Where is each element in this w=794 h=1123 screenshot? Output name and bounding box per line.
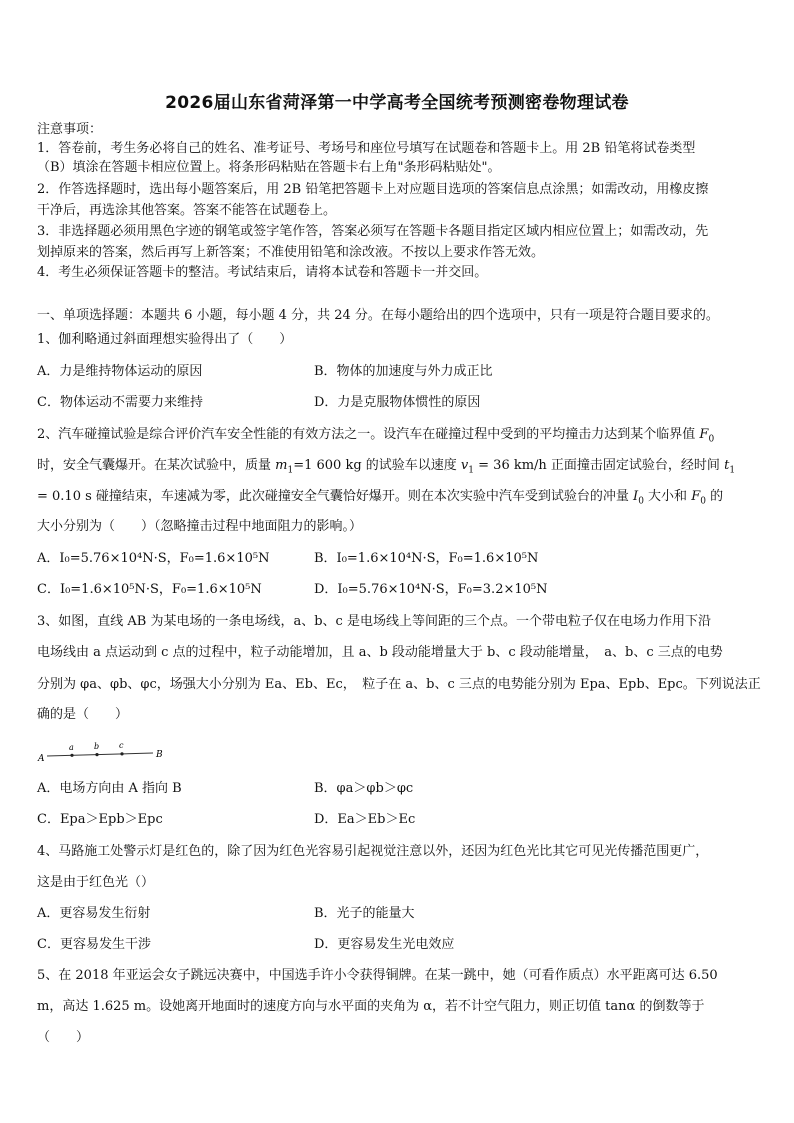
q1-option-a: A．力是维持物体运动的原因	[37, 364, 203, 379]
q2-f0-subscript: 0	[708, 434, 715, 445]
electric-field-line-figure	[37, 740, 167, 766]
point-a-dot	[70, 754, 73, 757]
notice-item-4: 4．考生必须保证答题卡的整洁。考试结束后，请将本试卷和答题卡一并交回。	[37, 265, 488, 280]
q2-i0-subscript: 0	[638, 496, 644, 507]
q2-f0b-subscript: 0	[700, 496, 706, 507]
q1-option-b: B．物体的加速度与外力成正比	[314, 364, 493, 379]
q1-stem: 1、伽利略通过斜面理想实验得出了（ ）	[37, 332, 293, 347]
q2-option-c: C．I₀=1.6×10⁵N·S，F₀=1.6×10⁵N	[37, 582, 262, 597]
q2-line-3-text-a: = 0.10 s 碰撞结束，车速减为零，此次碰撞安全气囊恰好爆开。则在本次实验中汽车受到试验台的冲量	[37, 489, 634, 504]
label-B: B	[156, 750, 163, 760]
q4-option-b: B．光子的能量大	[314, 906, 415, 921]
q2-v1-subscript: 1	[468, 465, 475, 476]
q2-line-1-text: 2、汽车碰撞试验是综合评价汽车安全性能的有效方法之一。设汽车在碰撞过程中受到的平均撞击力达到某个临界值	[37, 427, 700, 442]
point-c-dot	[120, 752, 123, 755]
q5-line-3: （ ）	[37, 1030, 90, 1045]
notice-heading: 注意事项：	[37, 122, 103, 137]
notice-item-2-line-2: 干净后，再选涂其他答案。答案不能答在试题卷上。	[37, 203, 337, 218]
page-title: 2026届山东省菏泽第一中学高考全国统考预测密卷物理试卷	[165, 93, 629, 113]
q5-line-2: m，高达 1.625 m。设她离开地面时的速度方向与水平面的夹角为 α，若不计空气阻力，则正切值 tanα 的倒数等于	[37, 999, 705, 1014]
section-heading: 一、单项选择题：本题共 6 小题，每小题 4 分，共 24 分。在每小题给出的四个选项中，只有一项是符合题目要求的。	[37, 308, 719, 323]
q2-option-b: B．I₀=1.6×10⁴N·S，F₀=1.6×10⁵N	[314, 551, 539, 566]
q4-option-a: A．更容易发生衍射	[37, 906, 151, 921]
label-b: b	[94, 742, 100, 751]
notice-item-3-line-2: 划掉原来的答案，然后再写上新答案；不准使用铅笔和涂改液。不按以上要求作答无效。	[37, 245, 545, 260]
q4-line-2: 这是由于红色光（）	[37, 875, 155, 890]
q2-line-1	[37, 425, 759, 450]
q5-line-1: 5、在 2018 年亚运会女子跳远决赛中，中国选手许小令获得铜牌。在某一跳中，她（可看作质点）水平距离可达 6.50	[37, 968, 718, 983]
notice-item-2-line-1: 2．作答选择题时，选出每小题答案后，用 2B 铅笔把答题卡上对应题目选项的答案信息点涂黑；如需改动，用橡皮擦	[37, 182, 709, 197]
q2-t1-symbol: t	[724, 458, 730, 473]
notice-item-1-line-2: （B）填涂在答题卡相应位置上。将条形码粘贴在答题卡右上角"条形码粘贴处"。	[37, 160, 501, 175]
q2-t1-subscript: 1	[729, 465, 736, 476]
q2-line-3	[37, 487, 759, 512]
q3-option-c: C．Epa＞Epb＞Epc	[37, 812, 163, 827]
q3-line-2: 电场线由 a 点运动到 c 点的过程中，粒子动能增加，且 a、b 段动能增量大于 b、c 段动能增量， a、b、c 三点的电势	[37, 645, 723, 660]
q2-i0-symbol: I	[633, 489, 639, 504]
q4-option-d: D．更容易发生光电效应	[314, 937, 455, 952]
q3-option-a: A．电场方向由 A 指向 B	[37, 781, 182, 796]
label-c: c	[119, 741, 124, 750]
q2-line-2-text-c: = 36 km/h 正面撞击固定试验台，经时间	[474, 458, 725, 473]
label-A: A	[38, 754, 45, 764]
q2-line-2-text-a: 时，安全气囊爆开。在某次试验中，质量	[37, 458, 276, 473]
q2-option-a: A．I₀=5.76×10⁴N·S，F₀=1.6×10⁵N	[37, 551, 270, 566]
q2-line-3-text-c: 的	[705, 489, 724, 504]
field-line	[47, 753, 153, 756]
notice-item-1-line-1: 1．答卷前，考生务必将自己的姓名、准考证号、考场号和座位号填写在试题卷和答题卡上。用 2B 铅笔将试卷类型	[37, 141, 696, 156]
q3-line-1: 3、如图，直线 AB 为某电场的一条电场线，a、b、c 是电场线上等间距的三个点。一个带电粒子仅在电场力作用下沿	[37, 614, 711, 629]
q2-f0b-symbol: F	[691, 489, 701, 504]
q2-line-4: 大小分别为（ ）（忽略撞击过程中地面阻力的影响。）	[37, 519, 363, 534]
q2-option-d: D．I₀=5.76×10⁴N·S，F₀=3.2×10⁵N	[314, 582, 548, 597]
q3-line-4: 确的是（ ）	[37, 707, 129, 722]
q2-m1-subscript: 1	[287, 465, 294, 476]
q2-v1-symbol: v	[460, 458, 469, 473]
q4-line-1: 4、马路施工处警示灯是红色的，除了因为红色光容易引起视觉注意以外，还因为红色光比其它可见光传播范围更广，	[37, 844, 709, 859]
point-b-dot	[95, 753, 98, 756]
q2-f0-symbol: F	[699, 427, 709, 442]
q1-option-c: C．物体运动不需要力来维持	[37, 395, 203, 410]
notice-item-3-line-1: 3．非选择题必须用黑色字迹的钢笔或签字笔作答，答案必须写在答题卡各题目指定区域内相应位置上；如需改动，先	[37, 224, 709, 239]
label-a: a	[69, 743, 74, 752]
q2-line-3-text-b: 大小和	[643, 489, 692, 504]
q2-line-2-text-b: =1 600 kg 的试验车以速度	[293, 458, 461, 473]
q1-option-d: D．力是克服物体惯性的原因	[314, 395, 481, 410]
q4-option-c: C．更容易发生干涉	[37, 937, 151, 952]
q3-option-b: B．φa＞φb＞φc	[314, 781, 414, 796]
q3-option-d: D．Ea＞Eb＞Ec	[314, 812, 416, 827]
q3-line-3: 分别为 φa、φb、φc，场强大小分别为 Ea、Eb、Ec， 粒子在 a、b、c 三点的电势能分别为 Epa、Epb、Epc。下列说法正	[37, 677, 761, 692]
q2-m1-symbol: m	[275, 458, 288, 473]
q2-line-2	[37, 456, 759, 481]
